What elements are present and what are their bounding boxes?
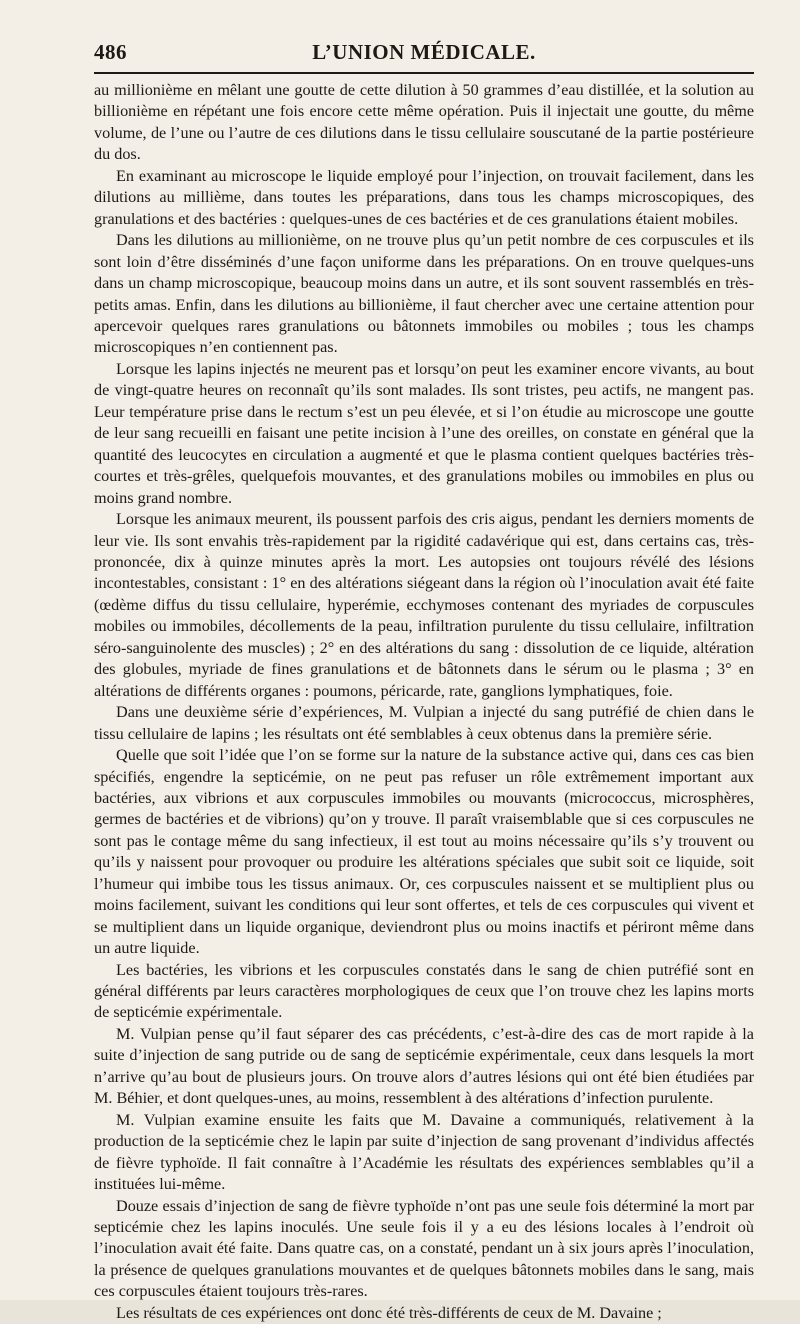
paragraph: Douze essais d’injection de sang de fièvre typhoïde n’ont pas une seule fois déterminé la mort par septicémie chez les lapins inoculés. Une seule fois il y a eu des lésions locales à l’endroit où l’inoculation avait été faite. Dans quatre cas, on a constaté, pendant un à six jours après l’inoculation, la présence de quelques granulations mouvantes et de quelques bâtonnets mobiles dans le sang, mais ces corpuscules étaient toujours très-rares. <box>94 1196 754 1301</box>
paragraph: Dans une deuxième série d’expériences, M. Vulpian a injecté du sang putréfié de chien dans le tissu cellulaire de lapins ; les résultats ont été semblables à ceux obtenus dans la première série. <box>94 703 754 743</box>
paragraph: En examinant au microscope le liquide employé pour l’injection, on trouvait facilement, dans les dilutions au millième, dans toutes les préparations, dans tous les champs microscopiques, des granulations et des bactéries : quelques-unes de ces bactéries et de ces granulations étaient mobiles. <box>94 166 754 228</box>
paragraph: au millionième en mêlant une goutte de cette dilution à 50 grammes d’eau distillée, et la solution au billionième en répétant une fois encore cette même opération. Puis il injectait une goutte, du même volume, de l’une ou l’autre de ces dilutions dans le tissu cellulaire souscutané de la partie postérieure du dos. <box>94 81 754 164</box>
header-rule <box>94 72 754 74</box>
article-body <box>94 80 754 1324</box>
paragraph: Quelle que soit l’idée que l’on se forme sur la nature de la substance active qui, dans ces cas bien spécifiés, engendre la septicémie, on ne peut pas refuser un rôle extrêmement important aux bactéries, aux vibrions et aux corpuscules immobiles ou mouvants (micrococcus, microsphères, germes de bactéries et de vibrions) qu’on y trouve. Il paraît vraisemblable que si ces corpuscules ne sont pas le contage même du sang infectieux, il est tout au moins nécessaire qu’ils s’y trouvent ou qu’ils y naissent pour provoquer ou produire les altérations spéciales que subit soit ce liquide, soit l’humeur qui imbibe tous les tissus animaux. Or, ces corpuscules naissent et se multiplient plus ou moins facilement, suivant les conditions qui leur sont offertes, et tels de ces corpuscules qui vivent et se multiplient dans un liquide organique, deviendront plus ou moins inactifs et périront même dans un autre liquide. <box>94 746 754 958</box>
running-header <box>94 40 754 70</box>
paragraph: Les résultats de ces expériences ont donc été très-différents de ceux de M. Davaine ; <box>116 1303 662 1322</box>
paragraph: M. Vulpian pense qu’il faut séparer des cas précédents, c’est-à-dire des cas de mort rapide à la suite d’injection de sang putride ou de sang de septicémie expérimentale, ceux dans lesquels la mort n’arrive qu’au bout de plusieurs jours. On trouve alors d’autres lésions qui ont été bien étudiées par M. Béhier, et dont quelques-unes, au moins, ressemblent à des altérations d’infection purulente. <box>94 1024 754 1108</box>
paragraph: M. Vulpian examine ensuite les faits que M. Davaine a communiqués, relativement à la production de la septicémie chez le lapin par suite d’injection de sang provenant d’individus affectés de fièvre typhoïde. Il fait connaître à l’Académie les résultats des expériences semblables qu’il a instituées lui-même. <box>94 1110 754 1194</box>
paragraph: Lorsque les animaux meurent, ils poussent parfois des cris aigus, pendant les derniers moments de leur vie. Ils sont envahis très-rapidement par la rigidité cadavérique qui est, dans certains cas, très-prononcée, dix à quinze minutes après la mort. Les autopsies ont toujours révélé des lésions incontestables, consistant : 1° en des altérations siégeant dans la région où l’inoculation avait été faite (œdème diffus du tissu cellulaire, hyperémie, ecchymoses contenant des myriades de corpuscules mobiles ou immobiles, décollements de la peau, infiltration purulente du tissu cellulaire, infiltration séro-sanguinolente des muscles) ; 2° en des altérations du sang : dissolution de ce liquide, altération des globules, myriade de fines granulations et de bâtonnets dans le sérum ou le plasma ; 3° en altérations de différents organes : poumons, péricarde, rate, ganglions lymphatiques, foie. <box>94 510 754 700</box>
page-number: 486 <box>94 40 127 64</box>
paragraph: Les bactéries, les vibrions et les corpuscules constatés dans le sang de chien putréfié sont en général différents par leurs caractères morphologiques de ceux que l’on trouve chez les lapins morts de septicémie expérimentale. <box>94 960 754 1022</box>
running-title: L’UNION MÉDICALE. <box>312 40 536 64</box>
paragraph: Lorsque les lapins injectés ne meurent pas et lorsqu’on peut les examiner encore vivants, au bout de vingt-quatre heures on reconnaît qu’ils sont malades. Ils sont tristes, peu actifs, ne mangent pas. Leur température prise dans le rectum s’est un peu élevée, et si l’on étudie au microscope une goutte de leur sang recueilli en faisant une petite incision à l’une des oreilles, on constate en général que la quantité des leucocytes en circulation a augmenté et que le plasma contient quelques bactéries très-courtes et très-grêles, quelquefois mouvantes, et des granulations mobiles ou immobiles en plus ou moins grand nombre. <box>94 359 754 507</box>
paragraph: Dans les dilutions au millionième, on ne trouve plus qu’un petit nombre de ces corpuscules et ils sont loin d’être disséminés d’une façon uniforme dans les préparations. On en trouve quelques-uns dans un champ microscopique, beaucoup moins dans un autre, et ils sont souvent rassemblés en très-petits amas. Enfin, dans les dilutions au billionième, il faut chercher avec une certaine attention pour apercevoir quelques rares granulations ou bâtonnets immobiles ou mobiles ; tous les champs microscopiques n’en contiennent pas. <box>94 231 754 357</box>
